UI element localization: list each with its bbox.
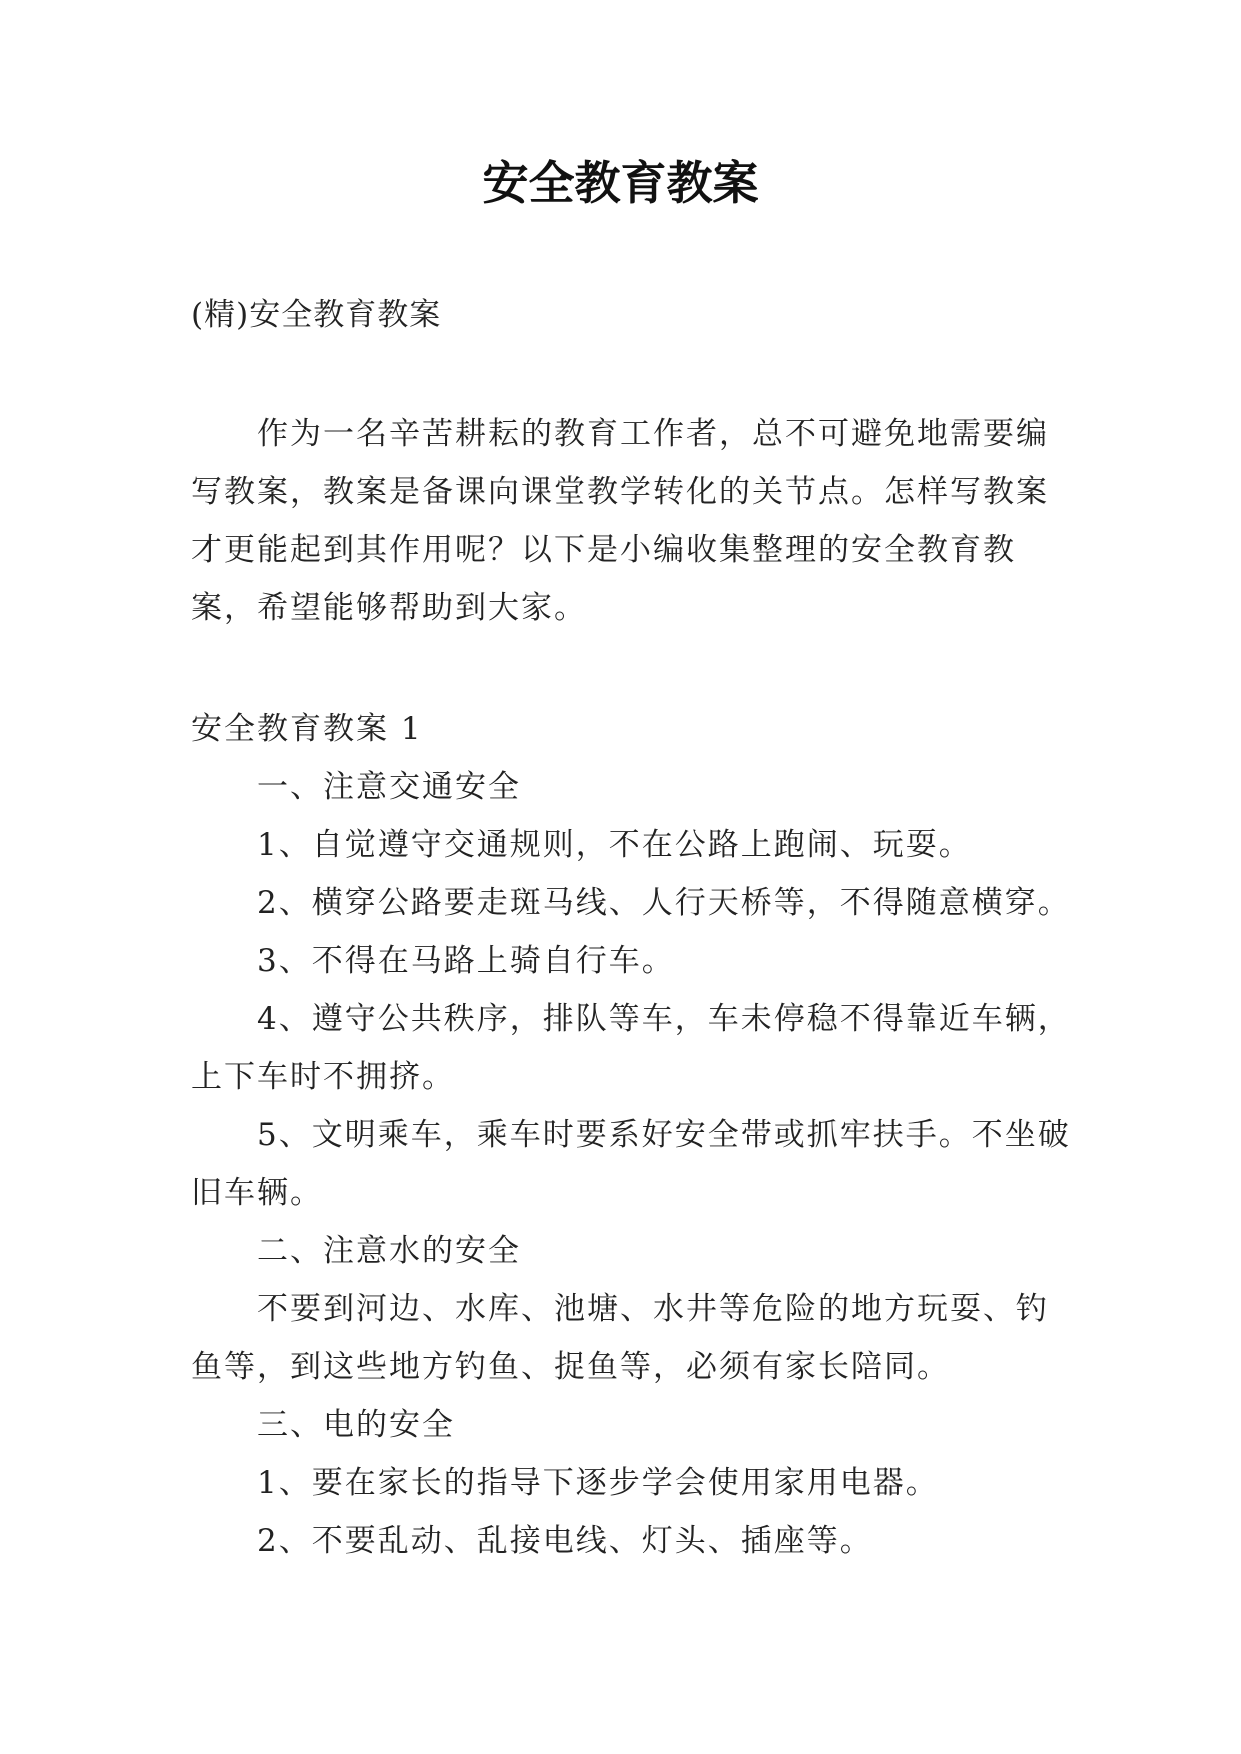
list-item: 4、遵守公共秩序，排队等车，车未停稳不得靠近车辆，上下车时不拥挤。: [191, 1001, 1071, 1095]
subsection-heading: 二、注意水的安全: [257, 1233, 521, 1269]
section-heading: 安全教育教案 1: [191, 711, 423, 747]
body-paragraph: 不要到河边、水库、池塘、水井等危险的地方玩耍、钓鱼等，到这些地方钓鱼、捉鱼等，必须有家长陪同。: [191, 1291, 1049, 1385]
document-title: 安全教育教案: [482, 156, 759, 210]
list-item: 2、不要乱动、乱接电线、灯头、插座等。: [257, 1523, 873, 1559]
list-item: 2、横穿公路要走斑马线、人行天桥等，不得随意横穿。: [257, 885, 1071, 921]
intro-paragraph: 作为一名辛苦耕耘的教育工作者，总不可避免地需要编写教案，教案是备课向课堂教学转化的关节点。怎样写教案才更能起到其作用呢？以下是小编收集整理的安全教育教案，希望能够帮助到大家。: [191, 416, 1049, 626]
subsection-heading: 一、注意交通安全: [257, 769, 521, 805]
document-body: [191, 700, 1071, 1570]
list-item: 3、不得在马路上骑自行车。: [257, 943, 675, 979]
list-item: 1、要在家长的指导下逐步学会使用家用电器。: [257, 1465, 939, 1501]
list-item: 1、自觉遵守交通规则，不在公路上跑闹、玩耍。: [257, 827, 972, 863]
subsection-heading: 三、电的安全: [257, 1407, 455, 1443]
list-item: 5、文明乘车，乘车时要系好安全带或抓牢扶手。不坐破旧车辆。: [191, 1117, 1071, 1211]
document-subtitle: (精)安全教育教案: [191, 297, 442, 333]
